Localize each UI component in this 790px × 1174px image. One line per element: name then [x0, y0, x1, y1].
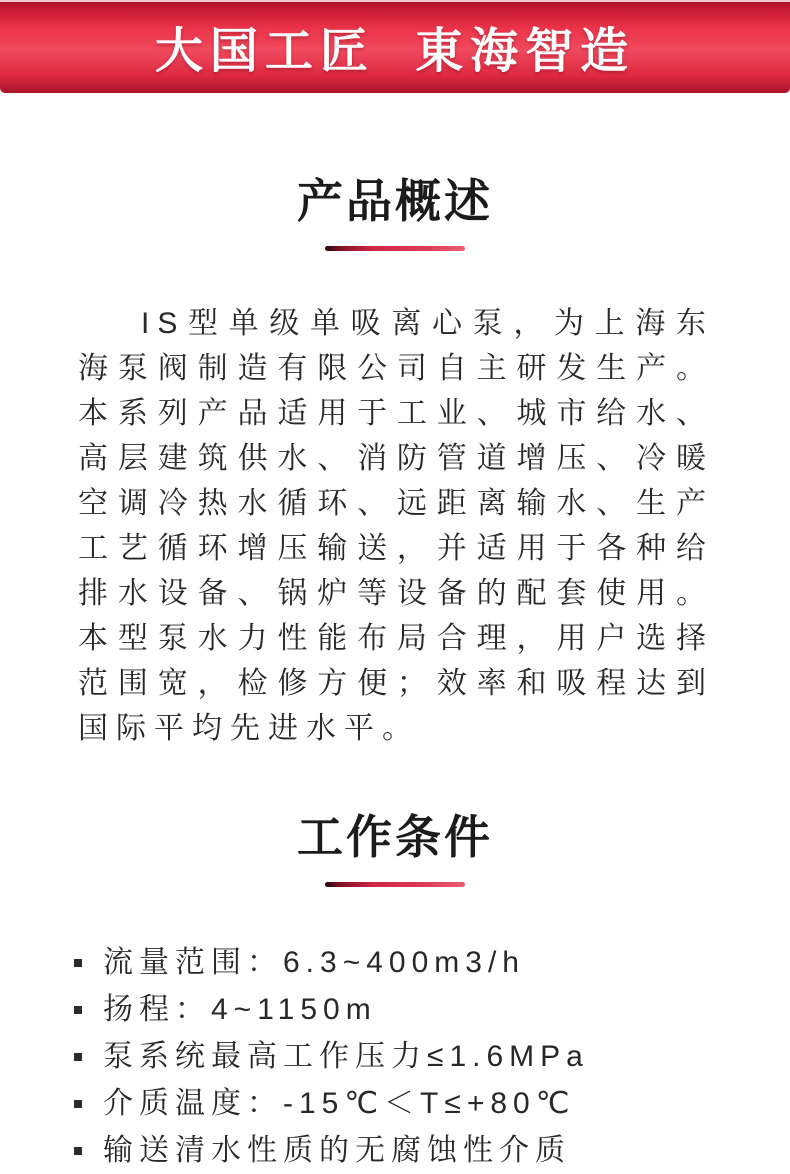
section-overview — [0, 165, 790, 751]
section-working-conditions — [0, 801, 790, 1174]
condition-max-pressure: 泵系统最高工作压力≤1.6MPa — [103, 1040, 589, 1073]
list-item — [74, 1127, 750, 1174]
bullet-icon — [74, 1147, 82, 1155]
bullet-icon — [74, 1006, 82, 1014]
list-item — [74, 986, 750, 1033]
working-conditions-title-underline — [325, 882, 465, 887]
bullet-icon — [74, 1053, 82, 1061]
overview-paragraph: IS型单级单吸离心泵，为上海东海泵阀制造有限公司自主研发生产。本系列产品适用于工业、城市给水、高层建筑供水、消防管道增压、冷暖空调冷热水循环、远距离输水、生产工艺循环增压输送，并适用于各种给排水设备、锅炉等设备的配套使用。本型泵水力性能布局合理，用户选择范围宽，检修方便；效率和吸程达到国际平均先进水平。 — [78, 307, 714, 745]
working-conditions-list — [74, 939, 750, 1174]
condition-head-range: 扬程：4~1150m — [103, 993, 377, 1026]
working-conditions-section-title: 工作条件 — [297, 811, 493, 863]
banner-title: 大国工匠 東海智造 — [154, 25, 636, 78]
list-item — [74, 939, 750, 986]
list-item — [74, 1033, 750, 1080]
bullet-icon — [74, 1100, 82, 1108]
header-banner — [0, 0, 790, 93]
condition-medium-type: 输送清水性质的无腐蚀性介质 — [103, 1134, 571, 1167]
list-item — [74, 1080, 750, 1127]
overview-section-title: 产品概述 — [297, 175, 493, 227]
condition-medium-temperature: 介质温度：-15℃＜T≤+80℃ — [103, 1087, 576, 1120]
overview-title-underline — [325, 246, 465, 251]
condition-flow-range: 流量范围：6.3~400m3/h — [103, 946, 525, 979]
bullet-icon — [74, 959, 82, 967]
